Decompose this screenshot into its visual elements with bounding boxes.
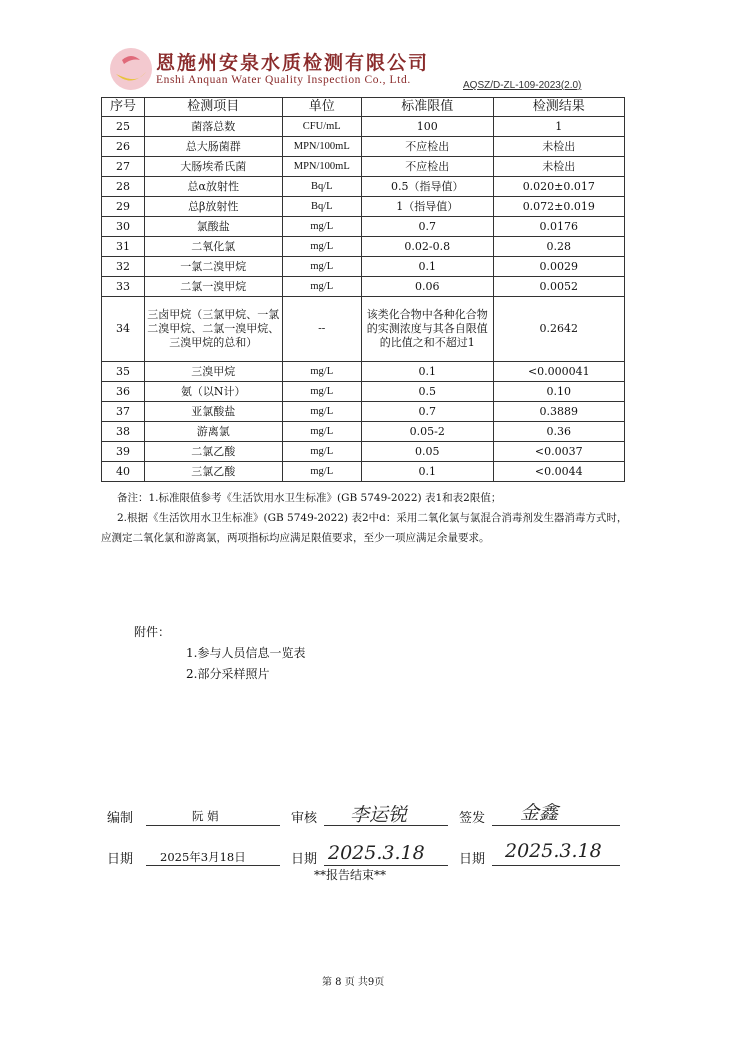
cell-unit: Bq/L bbox=[282, 177, 361, 197]
approver-signature: 金鑫 bbox=[520, 802, 559, 824]
table-row bbox=[102, 277, 625, 297]
cell-unit: CFU/mL bbox=[282, 117, 361, 137]
cell-item: 一氯二溴甲烷 bbox=[144, 257, 282, 277]
date-1: 2025年3月18日 bbox=[160, 850, 246, 864]
cell-limit: 0.5 bbox=[361, 382, 493, 402]
cell-result: 0.0052 bbox=[493, 277, 624, 297]
cell-limit: 0.05 bbox=[361, 442, 493, 462]
cell-unit: mg/L bbox=[282, 277, 361, 297]
cell-result: 0.020±0.017 bbox=[493, 177, 624, 197]
cell-no: 32 bbox=[102, 257, 145, 277]
cell-unit: mg/L bbox=[282, 402, 361, 422]
cell-limit: 0.1 bbox=[361, 462, 493, 482]
table-row bbox=[102, 462, 625, 482]
cell-no: 38 bbox=[102, 422, 145, 442]
cell-result: 0.10 bbox=[493, 382, 624, 402]
note-1: 备注：1.标准限值参考《生活饮用水卫生标准》(GB 5749-2022) 表1和表2限值； bbox=[117, 492, 502, 504]
cell-limit: 该类化合物中各种化合物的实测浓度与其各自限值的比值之和不超过1 bbox=[361, 297, 493, 362]
cell-no: 27 bbox=[102, 157, 145, 177]
cell-unit: Bq/L bbox=[282, 197, 361, 217]
cell-result: 未检出 bbox=[493, 137, 624, 157]
cell-unit: mg/L bbox=[282, 442, 361, 462]
cell-item: 总α放射性 bbox=[144, 177, 282, 197]
cell-limit: 0.02-0.8 bbox=[361, 237, 493, 257]
editor-label: 编制 bbox=[107, 811, 134, 826]
cell-unit: mg/L bbox=[282, 237, 361, 257]
table-header-row bbox=[102, 98, 625, 117]
attachments-section bbox=[134, 622, 305, 685]
cell-no: 33 bbox=[102, 277, 145, 297]
cell-item: 氨（以N计） bbox=[144, 382, 282, 402]
cell-result: 0.36 bbox=[493, 422, 624, 442]
cell-item: 二氧化氯 bbox=[144, 237, 282, 257]
cell-result: <0.0037 bbox=[493, 442, 624, 462]
cell-result: 0.0176 bbox=[493, 217, 624, 237]
cell-item: 二氯乙酸 bbox=[144, 442, 282, 462]
cell-no: 39 bbox=[102, 442, 145, 462]
approver-label: 签发 bbox=[459, 811, 486, 826]
table-row bbox=[102, 217, 625, 237]
attachment-item: 2.部分采样照片 bbox=[186, 667, 270, 681]
cell-result: <0.0044 bbox=[493, 462, 624, 482]
table-row bbox=[102, 197, 625, 217]
table-row bbox=[102, 137, 625, 157]
cell-unit: mg/L bbox=[282, 422, 361, 442]
cell-no: 36 bbox=[102, 382, 145, 402]
cell-limit: 0.06 bbox=[361, 277, 493, 297]
cell-unit: mg/L bbox=[282, 362, 361, 382]
header-unit: 单位 bbox=[282, 98, 361, 117]
date-label-3: 日期 bbox=[459, 852, 486, 867]
page-number: 第 8 页 共9页 bbox=[322, 977, 385, 988]
company-logo-icon bbox=[108, 46, 154, 92]
cell-item: 亚氯酸盐 bbox=[144, 402, 282, 422]
cell-no: 25 bbox=[102, 117, 145, 137]
cell-unit: mg/L bbox=[282, 462, 361, 482]
header-limit: 标准限值 bbox=[361, 98, 493, 117]
cell-limit: 100 bbox=[361, 117, 493, 137]
cell-item: 大肠埃希氏菌 bbox=[144, 157, 282, 177]
cell-result: 0.3889 bbox=[493, 402, 624, 422]
cell-no: 31 bbox=[102, 237, 145, 257]
attachments-label: 附件： bbox=[134, 625, 171, 639]
cell-item: 三氯乙酸 bbox=[144, 462, 282, 482]
notes-section bbox=[101, 488, 629, 548]
company-name-cn: 恩施州安泉水质检测有限公司 bbox=[156, 52, 430, 74]
reviewer-label: 审核 bbox=[291, 811, 318, 826]
date-3-handwritten: 2025.3.18 bbox=[505, 840, 602, 862]
cell-no: 37 bbox=[102, 402, 145, 422]
table-row bbox=[102, 402, 625, 422]
header-result: 检测结果 bbox=[493, 98, 624, 117]
table-row bbox=[102, 422, 625, 442]
cell-unit: MPN/100mL bbox=[282, 137, 361, 157]
cell-result: 0.072±0.019 bbox=[493, 197, 624, 217]
cell-no: 35 bbox=[102, 362, 145, 382]
table-row bbox=[102, 257, 625, 277]
cell-result: <0.000041 bbox=[493, 362, 624, 382]
cell-limit: 0.05-2 bbox=[361, 422, 493, 442]
cell-limit: 0.1 bbox=[361, 362, 493, 382]
table-row bbox=[102, 177, 625, 197]
header-no: 序号 bbox=[102, 98, 145, 117]
table-row bbox=[102, 442, 625, 462]
cell-unit: mg/L bbox=[282, 217, 361, 237]
cell-no: 29 bbox=[102, 197, 145, 217]
cell-result: 未检出 bbox=[493, 157, 624, 177]
table-body bbox=[102, 117, 625, 482]
cell-no: 40 bbox=[102, 462, 145, 482]
cell-limit: 不应检出 bbox=[361, 137, 493, 157]
attachment-item: 1.参与人员信息一览表 bbox=[186, 646, 306, 660]
cell-unit: mg/L bbox=[282, 257, 361, 277]
cell-item: 游离氯 bbox=[144, 422, 282, 442]
cell-result: 0.28 bbox=[493, 237, 624, 257]
date-2-handwritten: 2025.3.18 bbox=[328, 842, 425, 864]
cell-item: 总β放射性 bbox=[144, 197, 282, 217]
cell-limit: 0.1 bbox=[361, 257, 493, 277]
table-row bbox=[102, 382, 625, 402]
cell-no: 26 bbox=[102, 137, 145, 157]
cell-no: 30 bbox=[102, 217, 145, 237]
report-end-marker: **报告结束** bbox=[314, 868, 387, 882]
cell-item: 三卤甲烷（三氯甲烷、一氯二溴甲烷、二氯一溴甲烷、三溴甲烷的总和） bbox=[144, 297, 282, 362]
cell-item: 菌落总数 bbox=[144, 117, 282, 137]
note-2: 2.根据《生活饮用水卫生标准》(GB 5749-2022) 表2中d：采用二氧化氯与氯混合消毒剂发生器消毒方式时，应测定二氧化氯和游离氯，两项指标均应满足限值要求，至少一项应满足余量要求。 bbox=[101, 512, 628, 544]
header-item: 检测项目 bbox=[144, 98, 282, 117]
cell-unit: -- bbox=[282, 297, 361, 362]
cell-no: 34 bbox=[102, 297, 145, 362]
cell-result: 1 bbox=[493, 117, 624, 137]
document-code: AQSZ/D-ZL-109-2023(2.0) bbox=[463, 80, 582, 91]
table-row bbox=[102, 157, 625, 177]
cell-item: 总大肠菌群 bbox=[144, 137, 282, 157]
cell-item: 三溴甲烷 bbox=[144, 362, 282, 382]
results-table bbox=[101, 97, 625, 482]
cell-limit: 0.7 bbox=[361, 217, 493, 237]
editor-name: 阮 娟 bbox=[192, 809, 219, 823]
cell-result: 0.2642 bbox=[493, 297, 624, 362]
cell-result: 0.0029 bbox=[493, 257, 624, 277]
cell-item: 二氯一溴甲烷 bbox=[144, 277, 282, 297]
cell-limit: 0.5（指导值） bbox=[361, 177, 493, 197]
table-row bbox=[102, 297, 625, 362]
cell-unit: mg/L bbox=[282, 382, 361, 402]
table-row bbox=[102, 362, 625, 382]
cell-limit: 1（指导值） bbox=[361, 197, 493, 217]
cell-limit: 0.7 bbox=[361, 402, 493, 422]
date-label-1: 日期 bbox=[107, 852, 134, 867]
table-row bbox=[102, 237, 625, 257]
cell-unit: MPN/100mL bbox=[282, 157, 361, 177]
cell-no: 28 bbox=[102, 177, 145, 197]
cell-limit: 不应检出 bbox=[361, 157, 493, 177]
company-name-en: Enshi Anquan Water Quality Inspection Co., Ltd. bbox=[156, 74, 411, 86]
cell-item: 氯酸盐 bbox=[144, 217, 282, 237]
reviewer-signature: 李运锐 bbox=[350, 804, 408, 826]
date-label-2: 日期 bbox=[291, 852, 318, 867]
table-row bbox=[102, 117, 625, 137]
